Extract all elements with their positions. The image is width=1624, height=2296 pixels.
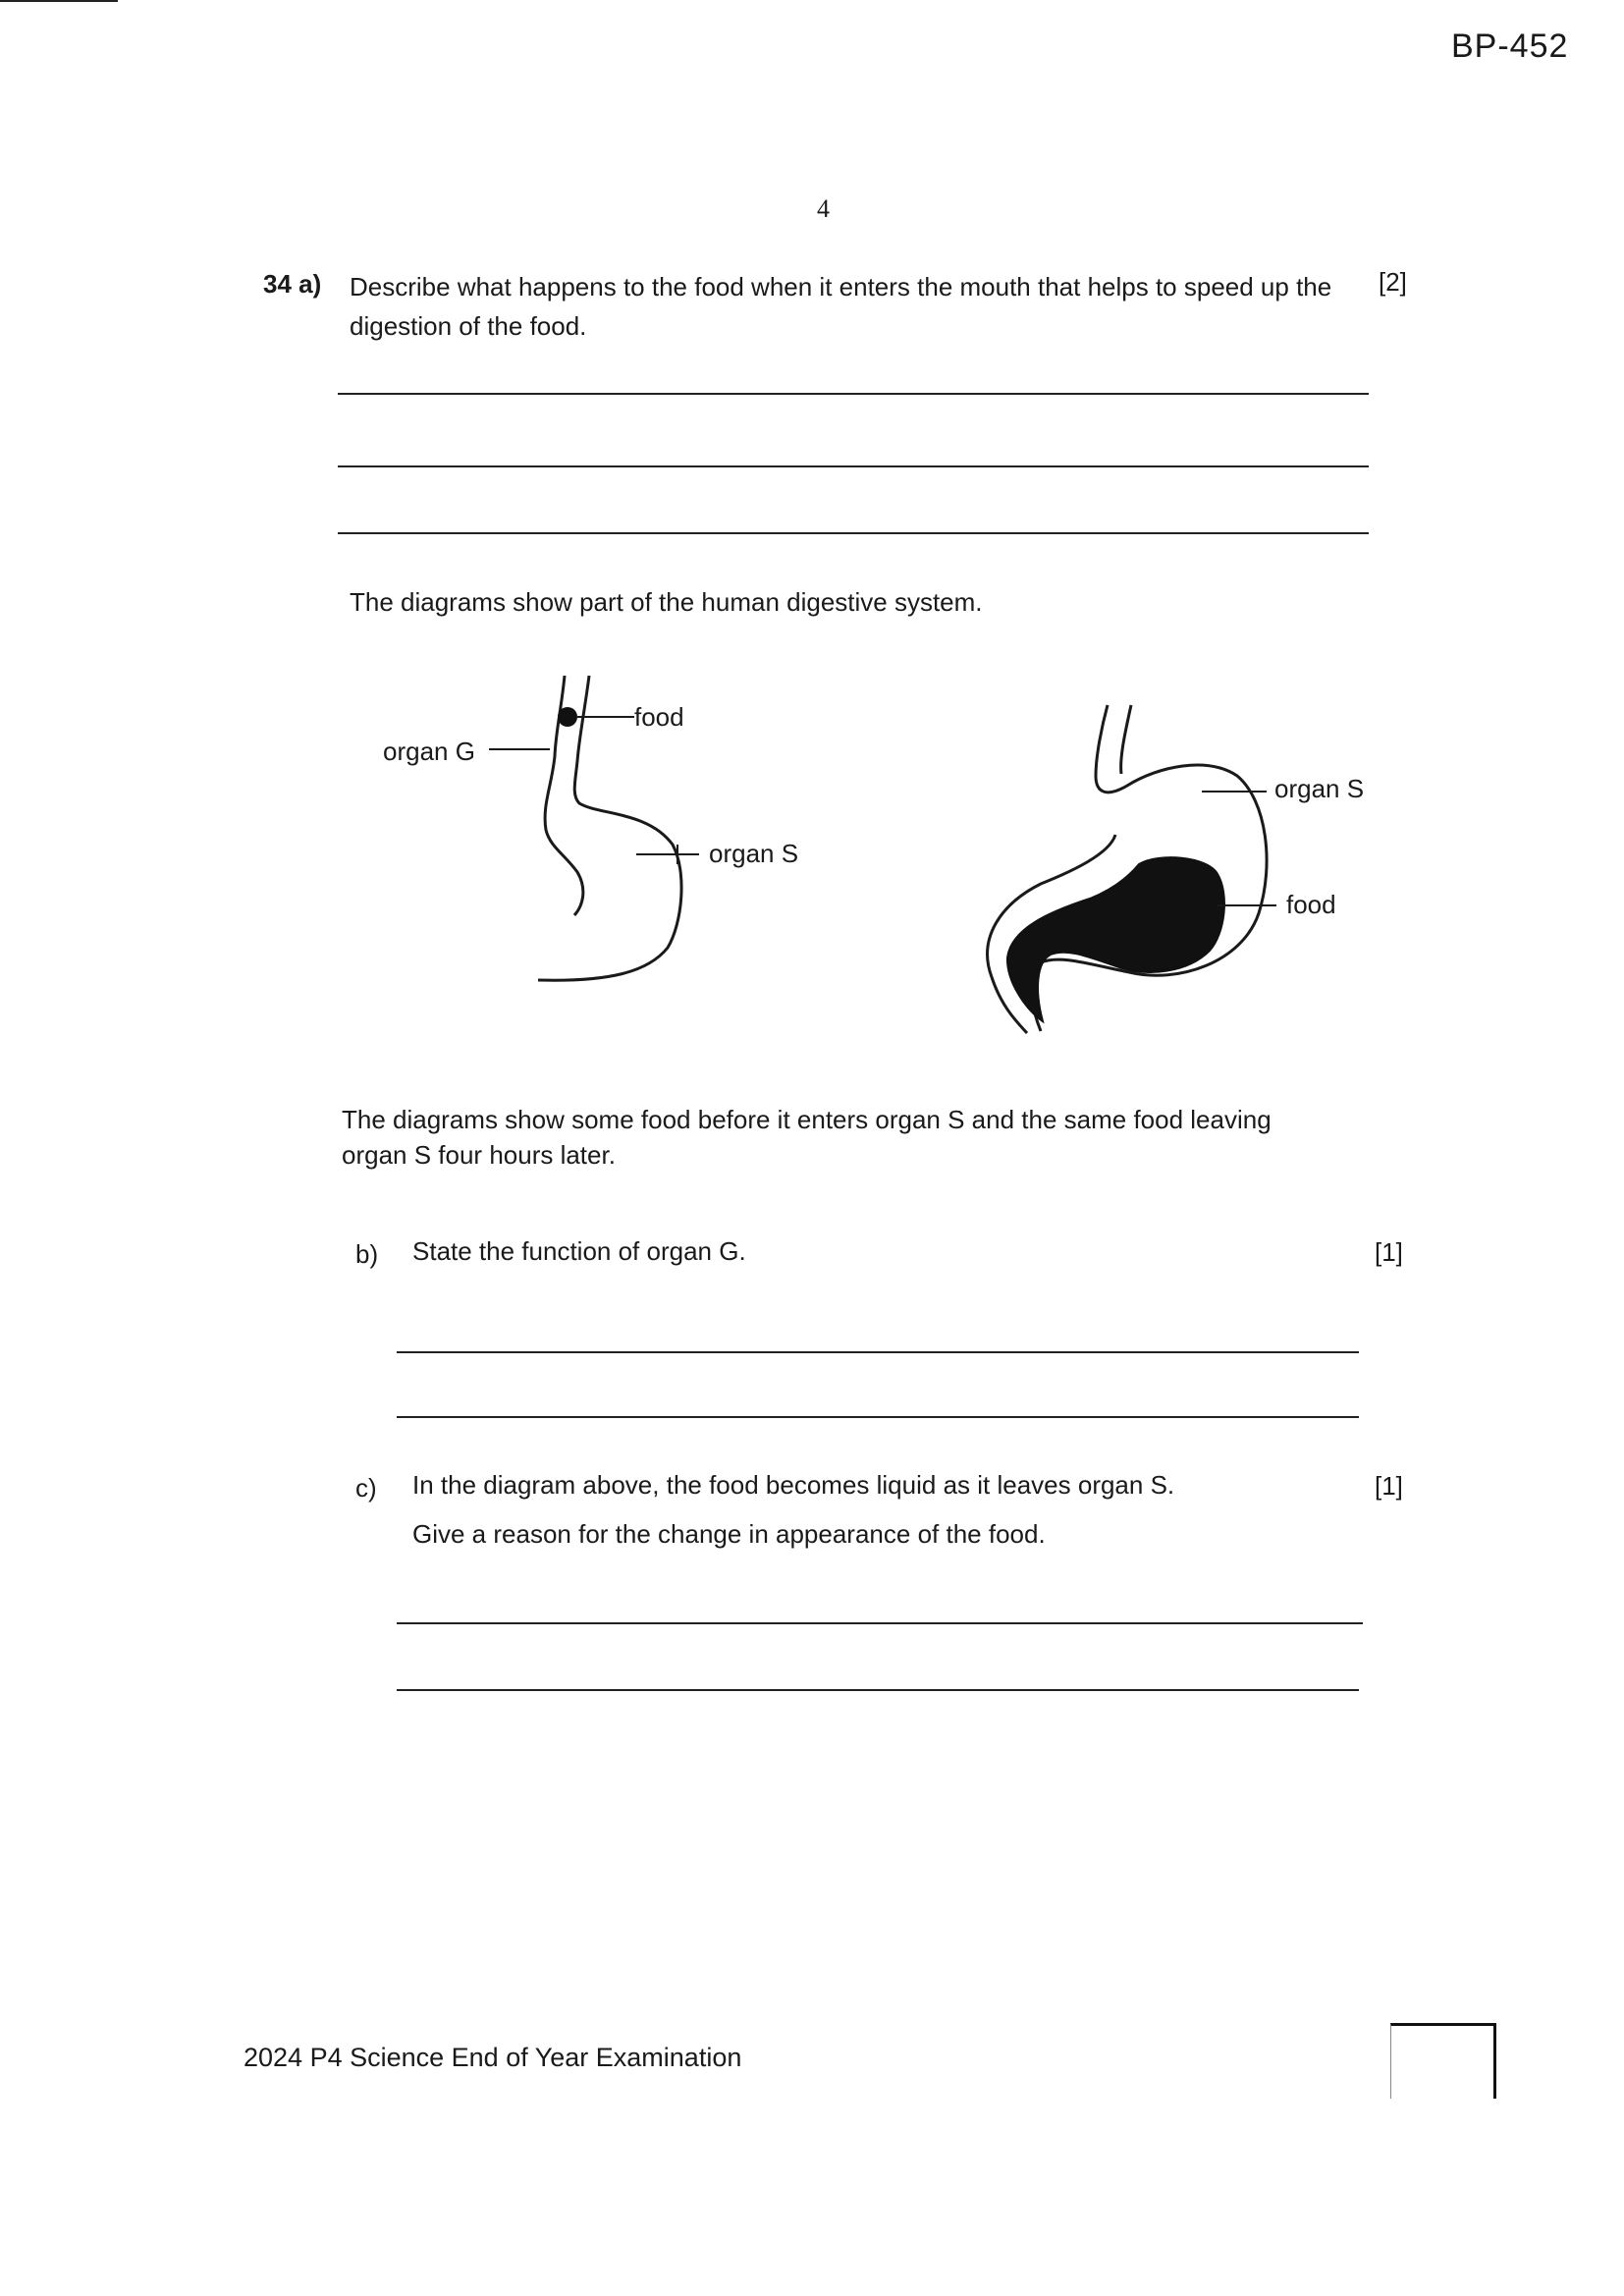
food-bolus: [558, 707, 577, 727]
diagram-intro: The diagrams show part of the human digestive system.: [350, 587, 983, 617]
question-34a-text: Describe what happens to the food when it enters the mouth that helps to speed up the digestion of the food.: [350, 272, 1332, 341]
marks-34a: [2]: [1379, 267, 1407, 297]
label-organ-s-after: organ S: [1274, 774, 1365, 803]
label-organ-s-before: organ S: [709, 839, 799, 868]
page-code: BP-452: [1451, 27, 1569, 65]
part-c-line1: In the diagram above, the food becomes liquid as it leaves organ S.: [412, 1470, 1175, 1500]
answer-line[interactable]: [397, 1622, 1363, 1624]
answer-line[interactable]: [397, 1351, 1359, 1353]
label-food-before: food: [634, 702, 684, 732]
marks-34c: [1]: [1375, 1471, 1403, 1501]
marks-34b: [1]: [1375, 1237, 1403, 1267]
footer-title: 2024 P4 Science End of Year Examination: [244, 2043, 742, 2072]
question-number: 34 a): [263, 269, 322, 299]
page-number: 4: [817, 194, 830, 223]
diagram-description: The diagrams show some food before it enters organ S and the same food leaving organ S four hours later.: [342, 1105, 1272, 1170]
part-c-label: c): [355, 1473, 377, 1503]
part-b-label: b): [355, 1239, 379, 1269]
part-b-text: State the function of organ G.: [412, 1236, 746, 1266]
part-c-line2: Give a reason for the change in appearance of the food.: [412, 1519, 1046, 1549]
answer-line[interactable]: [397, 1689, 1359, 1691]
label-organ-g: organ G: [383, 737, 475, 766]
answer-line[interactable]: [397, 1416, 1359, 1418]
food-mass-after: [1007, 857, 1224, 1021]
score-box[interactable]: [1390, 2023, 1496, 2099]
label-food-after: food: [1286, 890, 1336, 919]
